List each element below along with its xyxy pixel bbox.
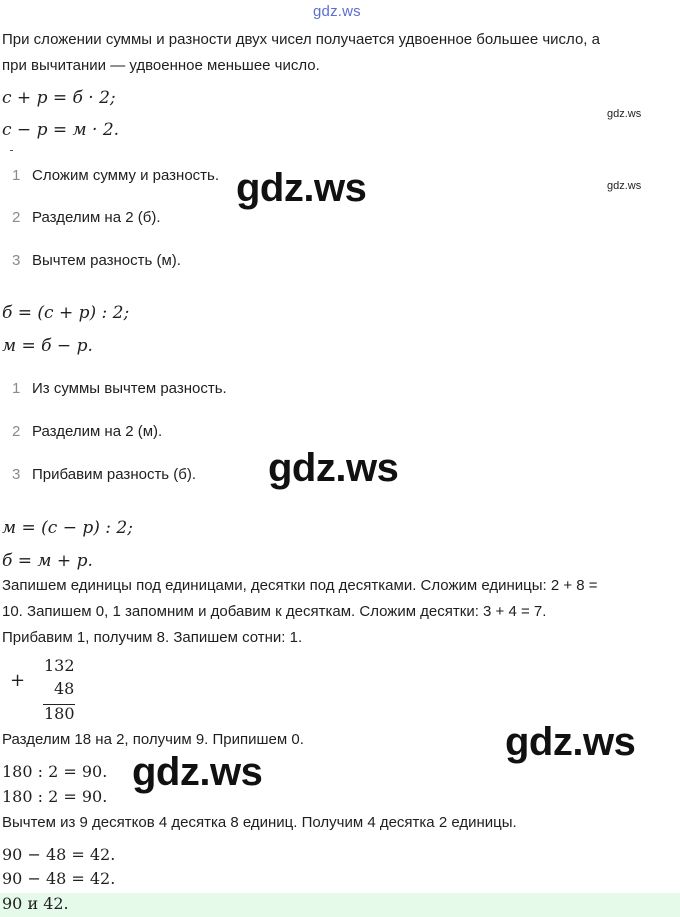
intro-line-1: При сложении суммы и разности двух чисел получается удвоенное большее число, а	[2, 31, 600, 48]
watermark-big-4: gdz.ws	[132, 750, 263, 794]
formula: б = (с + р) : 2;	[2, 303, 130, 323]
watermark-top[interactable]: gdz.ws	[313, 3, 361, 20]
list-item	[12, 252, 181, 269]
column-addition	[8, 656, 88, 724]
addend-1: 132	[44, 656, 75, 675]
plus-sign: +	[10, 670, 26, 691]
step-number: 3	[12, 252, 21, 269]
formula: м = (с − р) : 2;	[2, 518, 133, 538]
answer-highlight	[0, 893, 680, 917]
step-text: Из суммы вычтем разность.	[32, 380, 227, 397]
answer-text: 90 и 42.	[2, 894, 69, 913]
list-item	[12, 167, 219, 184]
list-item	[12, 380, 227, 397]
watermark-big-3: gdz.ws	[505, 720, 636, 764]
step-text: Вычтем разность (м).	[32, 252, 181, 269]
addend-2: 48	[54, 679, 75, 698]
formula: 180 : 2 = 90.	[2, 787, 108, 806]
list-item	[12, 466, 196, 483]
formula: с + р = б · 2;	[2, 88, 116, 108]
formula: 180 : 2 = 90.	[2, 762, 108, 781]
sum-result: 180	[44, 704, 75, 723]
formula: с − р = м · 2.	[2, 120, 120, 140]
explanation-line: Вычтем из 9 десятков 4 десятка 8 единиц. Получим 4 десятка 2 единицы.	[2, 814, 517, 831]
step-text: Сложим сумму и разность.	[32, 167, 220, 184]
divider-dash	[10, 150, 13, 151]
step-text: Разделим на 2 (м).	[32, 423, 163, 440]
watermark-small-1: gdz.ws	[607, 108, 642, 120]
step-number: 3	[12, 466, 21, 483]
watermark-small-2: gdz.ws	[607, 180, 642, 192]
explanation-line: Прибавим 1, получим 8. Запишем сотни: 1.	[2, 629, 303, 646]
step-number: 1	[12, 167, 21, 184]
step-number: 1	[12, 380, 21, 397]
explanation-line: 10. Запишем 0, 1 запомним и добавим к десяткам. Сложим десятки: 3 + 4 = 7.	[2, 603, 547, 620]
explanation-line: Разделим 18 на 2, получим 9. Припишем 0.	[2, 731, 304, 748]
list-item	[12, 423, 162, 440]
watermark-big-1: gdz.ws	[236, 166, 367, 210]
list-item	[12, 209, 161, 226]
formula: б = м + р.	[2, 551, 93, 571]
step-number: 2	[12, 209, 21, 226]
step-number: 2	[12, 423, 21, 440]
formula: 90 − 48 = 42.	[2, 845, 116, 864]
watermark-big-2: gdz.ws	[268, 446, 399, 490]
formula: м = б − р.	[2, 336, 93, 356]
step-text: Прибавим разность (б).	[32, 466, 197, 483]
formula: 90 − 48 = 42.	[2, 869, 116, 888]
intro-line-2: при вычитании — удвоенное меньшее число.	[2, 57, 320, 74]
explanation-line: Запишем единицы под единицами, десятки под десятками. Сложим единицы: 2 + 8 =	[2, 577, 598, 594]
step-text: Разделим на 2 (б).	[32, 209, 161, 226]
